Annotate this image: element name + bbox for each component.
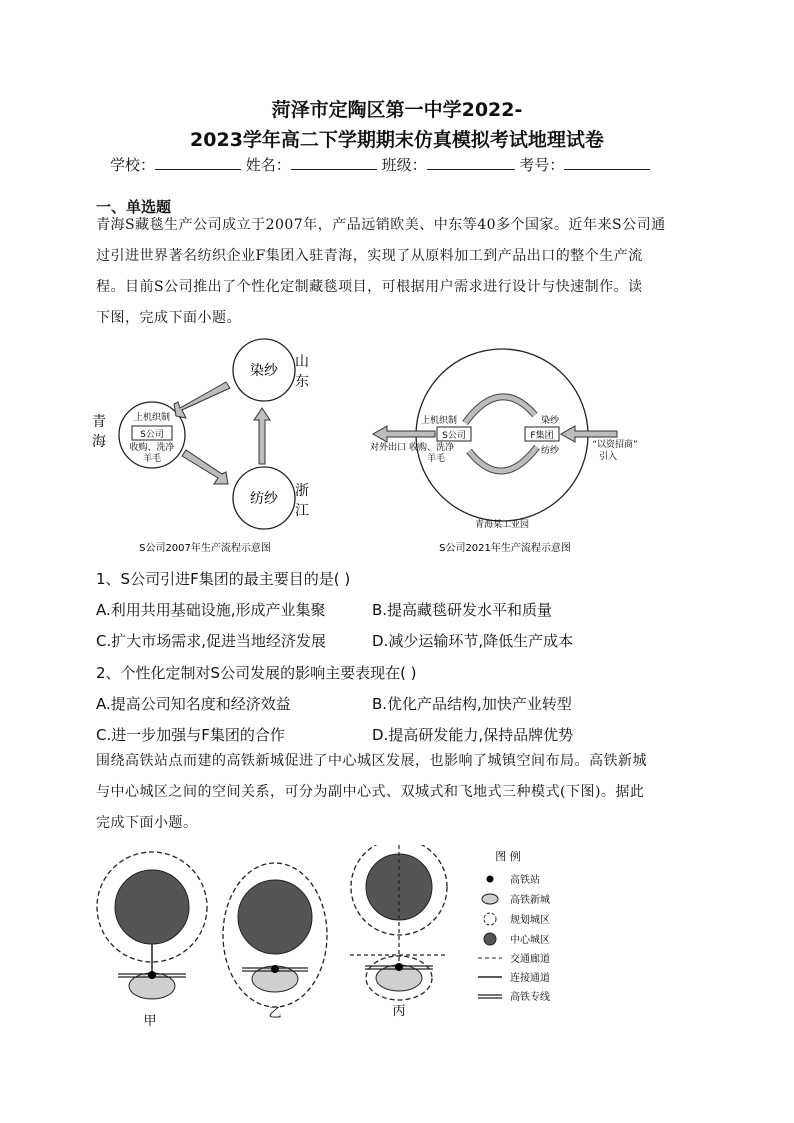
legend-planned-icon	[484, 913, 496, 925]
passage-line: 青海S藏毯生产公司成立于2007年，产品远销欧美、中东等40多个国家。近年来S公司通	[96, 217, 666, 233]
figure-2007-caption: S公司2007年生产流程示意图	[139, 543, 271, 554]
hsr-station-yi	[271, 965, 279, 973]
exam-title-line2: 2023学年高二下学期期末仿真模拟考试地理试卷	[190, 129, 604, 151]
passage-line: 下图，完成下面小题。	[96, 310, 241, 326]
legend-station-icon	[487, 876, 494, 883]
legend-center-label: 中心城区	[510, 935, 550, 946]
legend-newtown-icon	[482, 894, 498, 904]
figure-2021-flow	[365, 345, 645, 560]
weave-label: 上机织制	[133, 413, 171, 423]
figure-hsr-patterns	[90, 845, 600, 1030]
center-city-jia	[115, 870, 189, 944]
legend-newtown-label: 高铁新城	[510, 895, 550, 906]
q1-option-c[interactable]: C.扩大市场需求,促进当地经济发展	[96, 632, 327, 650]
shandong-1: 山	[295, 354, 309, 370]
arrow-spin-to-dye	[254, 408, 270, 464]
student-info-line	[110, 154, 650, 175]
park-label: 青海某工业园	[474, 520, 530, 530]
class-blank[interactable]	[427, 157, 515, 170]
label-jia: 甲	[143, 1014, 157, 1029]
q2-option-d[interactable]: D.提高研发能力,保持品牌优势	[372, 726, 574, 744]
legend-corridor-label: 交通廊道	[510, 954, 550, 965]
exam-title-line1: 菏泽市定陶区第一中学2022-	[271, 99, 523, 121]
legend-link-label: 连接通道	[510, 973, 550, 984]
wool-label-2: 羊毛	[142, 454, 162, 464]
arrow-dye-to-s	[174, 382, 230, 418]
passage-2	[96, 746, 708, 839]
q2-option-c[interactable]: C.进一步加强与F集团的合作	[96, 726, 285, 744]
school-blank[interactable]	[155, 157, 241, 170]
exam-no-label: 考号：	[519, 156, 565, 174]
wool-label-1: 收购、洗净	[129, 443, 175, 453]
invest-label-1: “以资招商”	[592, 440, 638, 450]
legend-planned-label: 规划城区	[510, 915, 550, 926]
weave-label: 上机织制	[421, 416, 458, 426]
center-city-yi	[238, 880, 312, 954]
passage-line: 过引进世界著名纺织企业F集团入驻青海，实现了从原料加工到产品出口的整个生产流	[96, 248, 643, 264]
label-bing: 丙	[392, 1004, 406, 1019]
legend-title: 图 例	[495, 850, 521, 863]
q2-option-a[interactable]: A.提高公司知名度和经济效益	[96, 695, 291, 713]
legend-center-icon	[484, 933, 496, 945]
legend-hsr-label: 高铁专线	[510, 992, 550, 1003]
question-2-stem: 2、个性化定制对S公司发展的影响主要表现在( )	[96, 664, 417, 682]
question-1-stem: 1、S公司引进F集团的最主要目的是( )	[96, 570, 351, 588]
passage-line: 与中心城区之间的空间关系，可分为副中心式、双城式和飞地式三种模式(下图)。据此	[96, 784, 645, 800]
arrow-s-to-spin	[182, 450, 228, 484]
q1-option-d[interactable]: D.减少运输环节,降低生产成本	[372, 632, 574, 650]
name-label: 姓名：	[245, 156, 291, 174]
hsr-station-bing	[395, 963, 403, 971]
shandong-2: 东	[295, 374, 309, 390]
s-company-label: S公司	[442, 431, 466, 441]
spin-label: 纺纱	[250, 491, 278, 507]
zhejiang-1: 浙	[295, 483, 309, 499]
passage-1	[96, 210, 708, 334]
q1-option-b[interactable]: B.提高藏毯研发水平和质量	[372, 601, 553, 619]
f-group-label: F集团	[530, 431, 554, 441]
dye-label: 染纱	[541, 416, 560, 426]
figure-2021-caption: S公司2021年生产流程示意图	[439, 543, 571, 554]
s-company-label: S公司	[140, 430, 164, 440]
q1-option-a[interactable]: A.利用共用基础设施,形成产业集聚	[96, 601, 326, 619]
section-title: 一、单选题	[96, 198, 172, 216]
passage-line: 围绕高铁站点而建的高铁新城促进了中心城区发展，也影响了城镇空间布局。高铁新城	[96, 753, 647, 769]
exam-no-blank[interactable]	[564, 157, 650, 170]
passage-line: 完成下面小题。	[96, 815, 198, 831]
passage-line: 程。目前S公司推出了个性化定制藏毯项目，可根据用户需求进行设计与快速制作。读	[96, 279, 643, 295]
wool-label-1: 收购、洗净	[409, 443, 455, 453]
spin-label: 纺纱	[541, 446, 560, 456]
wool-label-2: 羊毛	[427, 454, 446, 464]
q2-option-b[interactable]: B.优化产品结构,加快产业转型	[372, 695, 572, 713]
zhejiang-2: 江	[295, 503, 309, 519]
label-yi: 乙	[268, 1006, 282, 1021]
invest-label-2: 引入	[598, 452, 618, 462]
qinghai-2: 海	[92, 434, 106, 450]
class-label: 班级：	[381, 156, 427, 174]
dye-label: 染纱	[250, 363, 278, 379]
figure-2007-flow	[90, 338, 330, 558]
qinghai-1: 青	[92, 414, 106, 430]
school-label: 学校：	[110, 156, 156, 174]
name-blank[interactable]	[291, 157, 377, 170]
legend-station-label: 高铁站	[510, 875, 540, 886]
export-label: 对外出口	[370, 443, 407, 453]
hsr-station-jia	[148, 971, 156, 979]
